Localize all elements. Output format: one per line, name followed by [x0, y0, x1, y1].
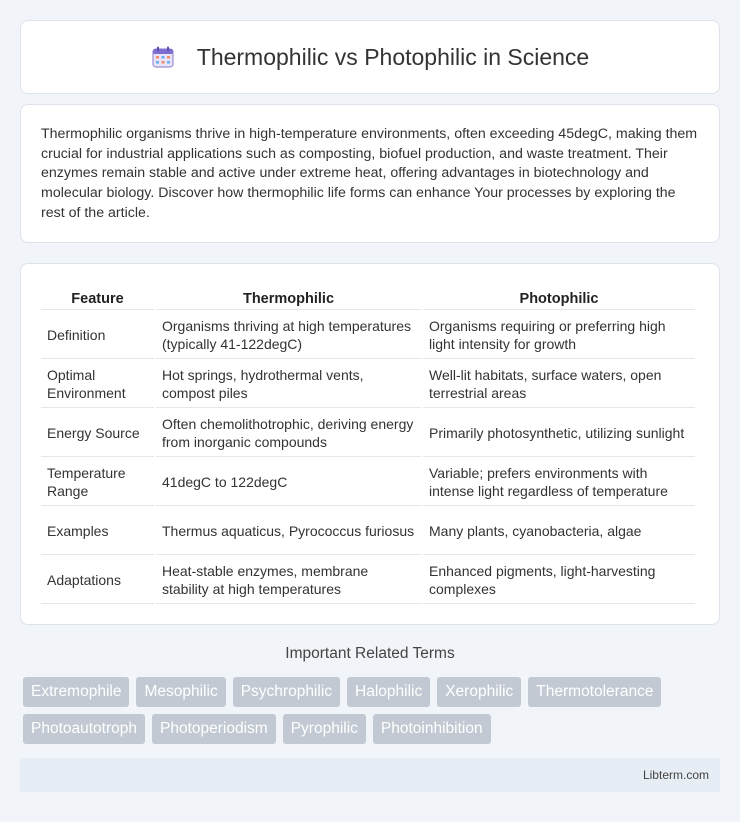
- photophilic-cell: Organisms requiring or preferring high light intensity for growth: [423, 312, 695, 359]
- intro-card: [20, 104, 720, 243]
- thermophilic-cell: Hot springs, hydrothermal vents, compost piles: [156, 361, 421, 408]
- feature-cell: Energy Source: [41, 410, 154, 457]
- table-row: [41, 508, 695, 555]
- related-terms-title: Important Related Terms: [285, 645, 455, 662]
- table-row: [41, 557, 695, 604]
- thermophilic-cell: Often chemolithotrophic, deriving energy from inorganic compounds: [156, 410, 421, 457]
- table-row: [41, 312, 695, 359]
- feature-cell: Examples: [41, 508, 154, 555]
- related-term-tag[interactable]: Thermotolerance: [528, 677, 661, 707]
- photophilic-cell: Primarily photosynthetic, utilizing sunlight: [423, 410, 695, 457]
- table-row: [41, 361, 695, 408]
- related-term-tag[interactable]: Photoinhibition: [373, 714, 491, 744]
- header-photophilic: Photophilic: [423, 288, 695, 310]
- related-term-tag[interactable]: Xerophilic: [437, 677, 521, 707]
- photophilic-cell: Well-lit habitats, surface waters, open terrestrial areas: [423, 361, 695, 408]
- page-title: Thermophilic vs Photophilic in Science: [196, 43, 590, 70]
- comparison-card: [20, 263, 720, 625]
- feature-cell: Definition: [41, 312, 154, 359]
- title-card: [20, 20, 720, 94]
- intro-text: Thermophilic organisms thrive in high-temperature environments, often exceeding 45degC, making them crucial for industrial applications such as composting, biofuel production, and waste treatment. Their enzymes remain stable and active under extreme heat, offering advantages in biotechnology and molecular biology. Discover how thermophilic life forms can enhance Your processes by exploring the rest of the article.: [41, 126, 698, 221]
- related-term-tag[interactable]: Mesophilic: [136, 677, 225, 707]
- footer-site-link[interactable]: Libterm.com: [642, 768, 709, 782]
- footer: [20, 758, 720, 792]
- related-term-tag[interactable]: Extremophile: [23, 677, 129, 707]
- related-term-tag[interactable]: Photoautotroph: [23, 714, 145, 744]
- feature-cell: Optimal Environment: [41, 361, 154, 408]
- thermophilic-cell: Organisms thriving at high temperatures (typically 41-122degC): [156, 312, 421, 359]
- thermophilic-cell: Heat-stable enzymes, membrane stability at high temperatures: [156, 557, 421, 604]
- photophilic-cell: Many plants, cyanobacteria, algae: [423, 508, 695, 555]
- header-thermophilic: Thermophilic: [156, 288, 421, 310]
- feature-cell: Temperature Range: [41, 459, 154, 506]
- related-terms-list: [23, 677, 723, 751]
- comparison-table: [39, 286, 697, 606]
- table-row: [41, 459, 695, 506]
- photophilic-cell: Enhanced pigments, light-harvesting complexes: [423, 557, 695, 604]
- table-row: [41, 410, 695, 457]
- thermophilic-cell: Thermus aquaticus, Pyrococcus furiosus: [156, 508, 421, 555]
- table-header-row: [41, 288, 695, 310]
- related-term-tag[interactable]: Halophilic: [347, 677, 430, 707]
- related-term-tag[interactable]: Psychrophilic: [233, 677, 340, 707]
- photophilic-cell: Variable; prefers environments with intense light regardless of temperature: [423, 459, 695, 506]
- related-term-tag[interactable]: Pyrophilic: [283, 714, 366, 744]
- related-term-tag[interactable]: Photoperiodism: [152, 714, 276, 744]
- header-feature: Feature: [41, 288, 154, 310]
- feature-cell: Adaptations: [41, 557, 154, 604]
- thermophilic-cell: 41degC to 122degC: [156, 459, 421, 506]
- calendar-icon: [151, 45, 175, 69]
